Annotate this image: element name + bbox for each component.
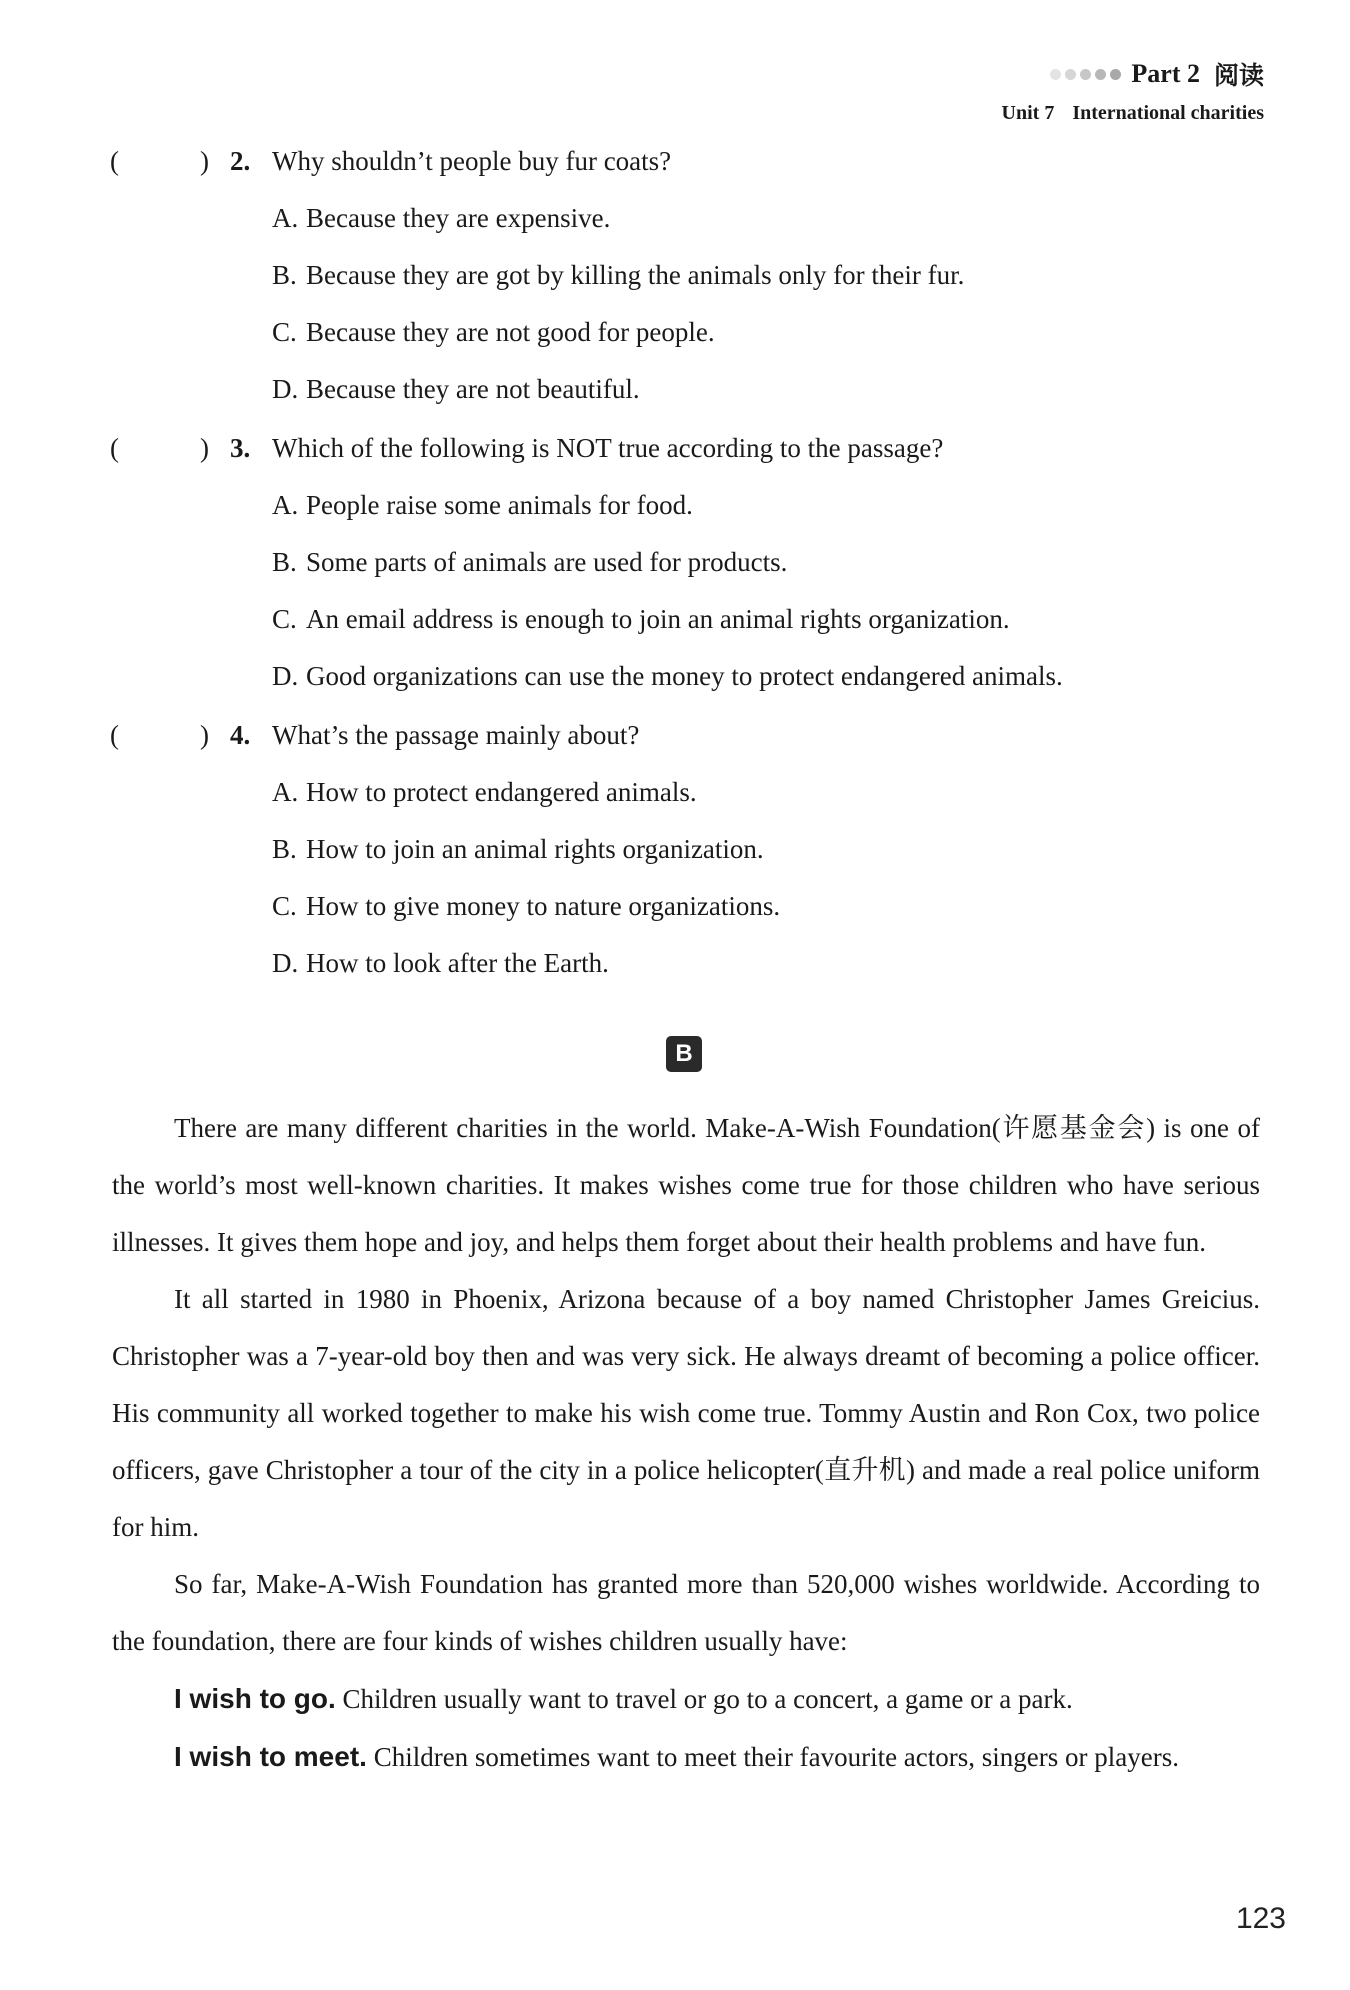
option-letter: A. — [272, 203, 299, 233]
option-text: Some parts of animals are used for products. — [306, 547, 788, 577]
option-letter: B. — [272, 547, 297, 577]
wish-heading-go: I wish to go. — [174, 1683, 336, 1714]
answer-paren-close: ) — [200, 433, 209, 463]
reading-passage — [112, 1100, 1260, 1786]
option-letter: C. — [272, 604, 297, 634]
option-text: Because they are not good for people. — [306, 317, 715, 347]
option-text: How to join an animal rights organization. — [306, 834, 764, 864]
option-text: People raise some animals for food. — [306, 490, 693, 520]
option-b — [272, 547, 1063, 578]
option-text: Because they are got by killing the animals only for their fur. — [306, 260, 965, 290]
option-letter: A. — [272, 490, 299, 520]
option-d — [272, 374, 964, 405]
unit-label: Unit 7 — [1001, 102, 1055, 124]
option-letter: B. — [272, 834, 297, 864]
dot-4 — [1095, 69, 1106, 80]
question-text: Which of the following is NOT true according to the passage? — [272, 433, 944, 463]
option-letter: C. — [272, 317, 297, 347]
option-d — [272, 661, 1063, 692]
option-c — [272, 317, 964, 348]
wish-heading-meet: I wish to meet. — [174, 1741, 367, 1772]
dot-1 — [1050, 69, 1061, 80]
unit-row — [1002, 102, 1264, 125]
page-number: 123 — [1235, 1902, 1286, 1935]
part-chinese-label: 阅读 — [1213, 61, 1264, 90]
option-text: An email address is enough to join an animal rights organization. — [306, 604, 1010, 634]
option-b — [272, 260, 964, 291]
option-c — [272, 604, 1063, 635]
passage-paragraph-3: So far, Make-A-Wish Foundation has granted more than 520,000 wishes worldwide. According to the foundation, there are four kinds of wishes children usually have: — [112, 1569, 1260, 1656]
question-text: What’s the passage mainly about? — [272, 720, 640, 750]
option-letter: C. — [272, 891, 297, 921]
wish-text-meet: Children sometimes want to meet their favourite actors, singers or players. — [366, 1742, 1179, 1772]
option-c — [272, 891, 780, 922]
question-2 — [110, 146, 964, 405]
question-3 — [110, 433, 1063, 692]
question-number: 3. — [230, 433, 251, 463]
question-number: 4. — [230, 720, 251, 750]
option-letter: D. — [272, 661, 299, 691]
decorative-dots — [1050, 69, 1121, 80]
option-d — [272, 948, 780, 979]
question-4 — [110, 720, 780, 979]
option-a — [272, 490, 1063, 521]
option-text: Good organizations can use the money to protect endangered animals. — [306, 661, 1063, 691]
option-text: Because they are expensive. — [306, 203, 611, 233]
option-letter: A. — [272, 777, 299, 807]
answer-paren-open: ( — [110, 146, 119, 176]
section-badge-wrap — [666, 1036, 702, 1072]
unit-title: International charities — [1072, 102, 1264, 124]
option-text: How to give money to nature organizations. — [306, 891, 781, 921]
option-a — [272, 777, 780, 808]
answer-paren-open: ( — [110, 433, 119, 463]
dot-2 — [1065, 69, 1076, 80]
option-letter: B. — [272, 260, 297, 290]
passage-paragraph-4 — [112, 1670, 1260, 1728]
part-label: Part 2 — [1131, 59, 1200, 88]
question-number: 2. — [230, 146, 251, 176]
passage-paragraph-2: It all started in 1980 in Phoenix, Arizona because of a boy named Christopher James Greicius. Christopher was a 7-year-old boy then and was very sick. He always dreamt of becoming a police officer. His community all worked together to make his wish come true. Tommy Austin and Ron Cox, two police officers, gave Christopher a tour of the city in a police helicopter(直升机) and made a real police uniform for him. — [112, 1284, 1260, 1542]
section-b-badge: B — [666, 1036, 702, 1072]
option-text: How to protect endangered animals. — [306, 777, 697, 807]
header-part-row — [1002, 56, 1264, 92]
dot-3 — [1080, 69, 1091, 80]
option-b — [272, 834, 780, 865]
page-header — [1002, 56, 1264, 125]
answer-paren-open: ( — [110, 720, 119, 750]
option-letter: D. — [272, 948, 299, 978]
option-text: Because they are not beautiful. — [306, 374, 640, 404]
passage-paragraph-5 — [112, 1728, 1260, 1786]
answer-paren-close: ) — [200, 146, 209, 176]
option-letter: D. — [272, 374, 299, 404]
option-text: How to look after the Earth. — [306, 948, 609, 978]
answer-paren-close: ) — [200, 720, 209, 750]
option-a — [272, 203, 964, 234]
passage-paragraph-1: There are many different charities in the world. Make-A-Wish Foundation(许愿基金会) is one of the world’s most well-known charities. It makes wishes come true for those children who have serious illnesses. It gives them hope and joy, and helps them forget about their health problems and have fun. — [112, 1113, 1260, 1257]
wish-text-go: Children usually want to travel or go to a concert, a game or a park. — [335, 1684, 1073, 1714]
question-text: Why shouldn’t people buy fur coats? — [272, 146, 672, 176]
dot-5 — [1110, 69, 1121, 80]
